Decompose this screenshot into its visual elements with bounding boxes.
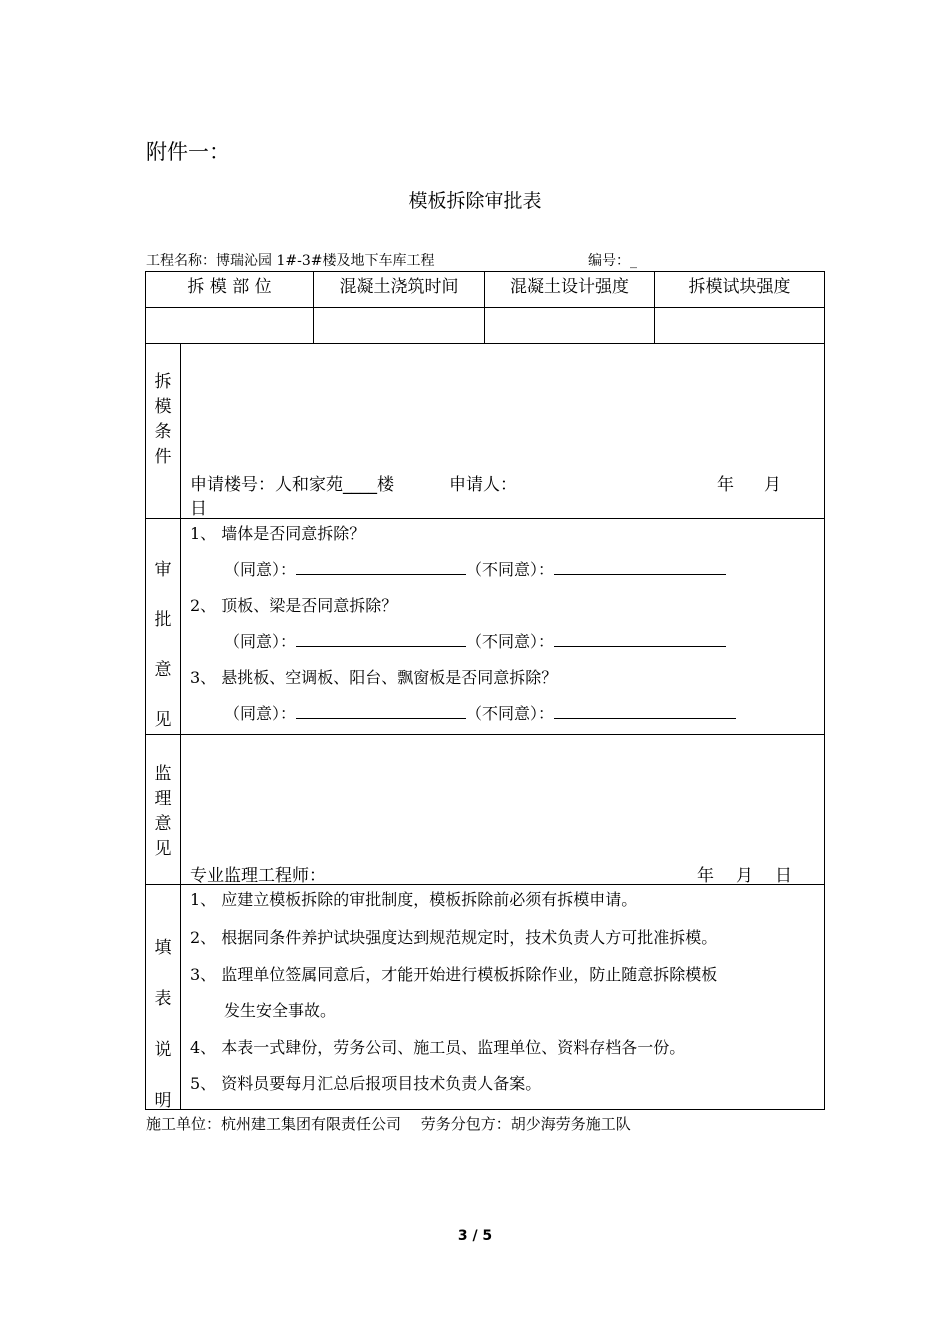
header-design-strength: 混凝土设计强度 bbox=[510, 277, 629, 297]
agree-label: （同意）： bbox=[224, 632, 297, 651]
note-2: 2、 根据同条件养护试块强度达到规范规定时，技术负责人方可批准拆模。 bbox=[190, 928, 718, 947]
approval-row-2 bbox=[224, 629, 726, 652]
cell-test-strength[interactable] bbox=[655, 308, 824, 343]
disagree-label: （不同意）： bbox=[466, 632, 555, 651]
attachment-label: 附件一： bbox=[146, 140, 230, 164]
apply-day: 日 bbox=[190, 499, 207, 519]
project-name: 工程名称：博瑞沁园 1#-3#楼及地下车库工程 bbox=[146, 253, 435, 269]
supervision-label: 监 理 意 见 bbox=[154, 764, 172, 859]
approval-row-1 bbox=[224, 557, 726, 580]
apply-month: 月 bbox=[764, 475, 781, 495]
agree-signature-3[interactable] bbox=[296, 704, 466, 719]
applicant-label: 申请人： bbox=[449, 475, 517, 495]
approval-label: 审 批 意 见 bbox=[154, 560, 172, 730]
agree-signature-1[interactable] bbox=[296, 560, 466, 575]
supervision-month: 月 bbox=[736, 866, 753, 886]
note-3: 3、 监理单位签属同意后，才能开始进行模板拆除作业，防止随意拆除模板 bbox=[190, 965, 718, 984]
disagree-signature-3[interactable] bbox=[554, 704, 736, 719]
agree-label: （同意）： bbox=[224, 560, 297, 579]
notes-label: 填 表 说 明 bbox=[154, 938, 172, 1111]
conditions-input-area[interactable] bbox=[181, 344, 824, 464]
conditions-label: 拆 模 条 件 bbox=[154, 372, 172, 467]
supervision-year: 年 bbox=[697, 866, 714, 886]
disagree-label: （不同意）： bbox=[466, 560, 555, 579]
disagree-signature-1[interactable] bbox=[554, 560, 726, 575]
footer-units: 施工单位：杭州建工集团有限责任公司 劳务分包方：胡少海劳务施工队 bbox=[146, 1115, 631, 1133]
header-pour-time: 混凝土浇筑时间 bbox=[339, 277, 459, 297]
header-test-strength: 拆模试块强度 bbox=[688, 277, 791, 297]
supervision-day: 日 bbox=[775, 866, 792, 886]
apply-year: 年 bbox=[717, 475, 734, 495]
note-1: 1、 应建立模板拆除的审批制度，模板拆除前必须有拆模申请。 bbox=[190, 890, 638, 909]
apply-building: 申请楼号：人和家苑____楼 bbox=[190, 475, 394, 495]
approval-question-2: 2、 顶板、梁是否同意拆除？ bbox=[190, 596, 398, 615]
cell-demolition-location[interactable] bbox=[146, 308, 313, 343]
agree-signature-2[interactable] bbox=[296, 632, 466, 647]
cell-pour-time[interactable] bbox=[314, 308, 484, 343]
header-demolition-location: 拆 模 部 位 bbox=[187, 277, 272, 297]
supervisor-engineer-label: 专业监理工程师： bbox=[190, 866, 326, 886]
note-5: 5、 资料员要每月汇总后报项目技术负责人备案。 bbox=[190, 1074, 542, 1093]
approval-question-3: 3、 悬挑板、空调板、阳台、飘窗板是否同意拆除？ bbox=[190, 668, 558, 687]
note-3-continued: 发生安全事故。 bbox=[224, 1001, 337, 1020]
supervision-input-area[interactable] bbox=[181, 735, 824, 855]
page-title: 模板拆除审批表 bbox=[408, 190, 542, 212]
approval-row-3 bbox=[224, 701, 736, 724]
approval-question-1: 1、 墙体是否同意拆除？ bbox=[190, 524, 366, 543]
page-number: 3 / 5 bbox=[457, 1228, 493, 1244]
note-4: 4、 本表一式肆份，劳务公司、施工员、监理单位、资料存档各一份。 bbox=[190, 1038, 686, 1057]
cell-design-strength[interactable] bbox=[485, 308, 654, 343]
disagree-label: （不同意）： bbox=[466, 704, 555, 723]
form-number: 编号：_ bbox=[588, 253, 637, 269]
agree-label: （同意）： bbox=[224, 704, 297, 723]
disagree-signature-2[interactable] bbox=[554, 632, 726, 647]
